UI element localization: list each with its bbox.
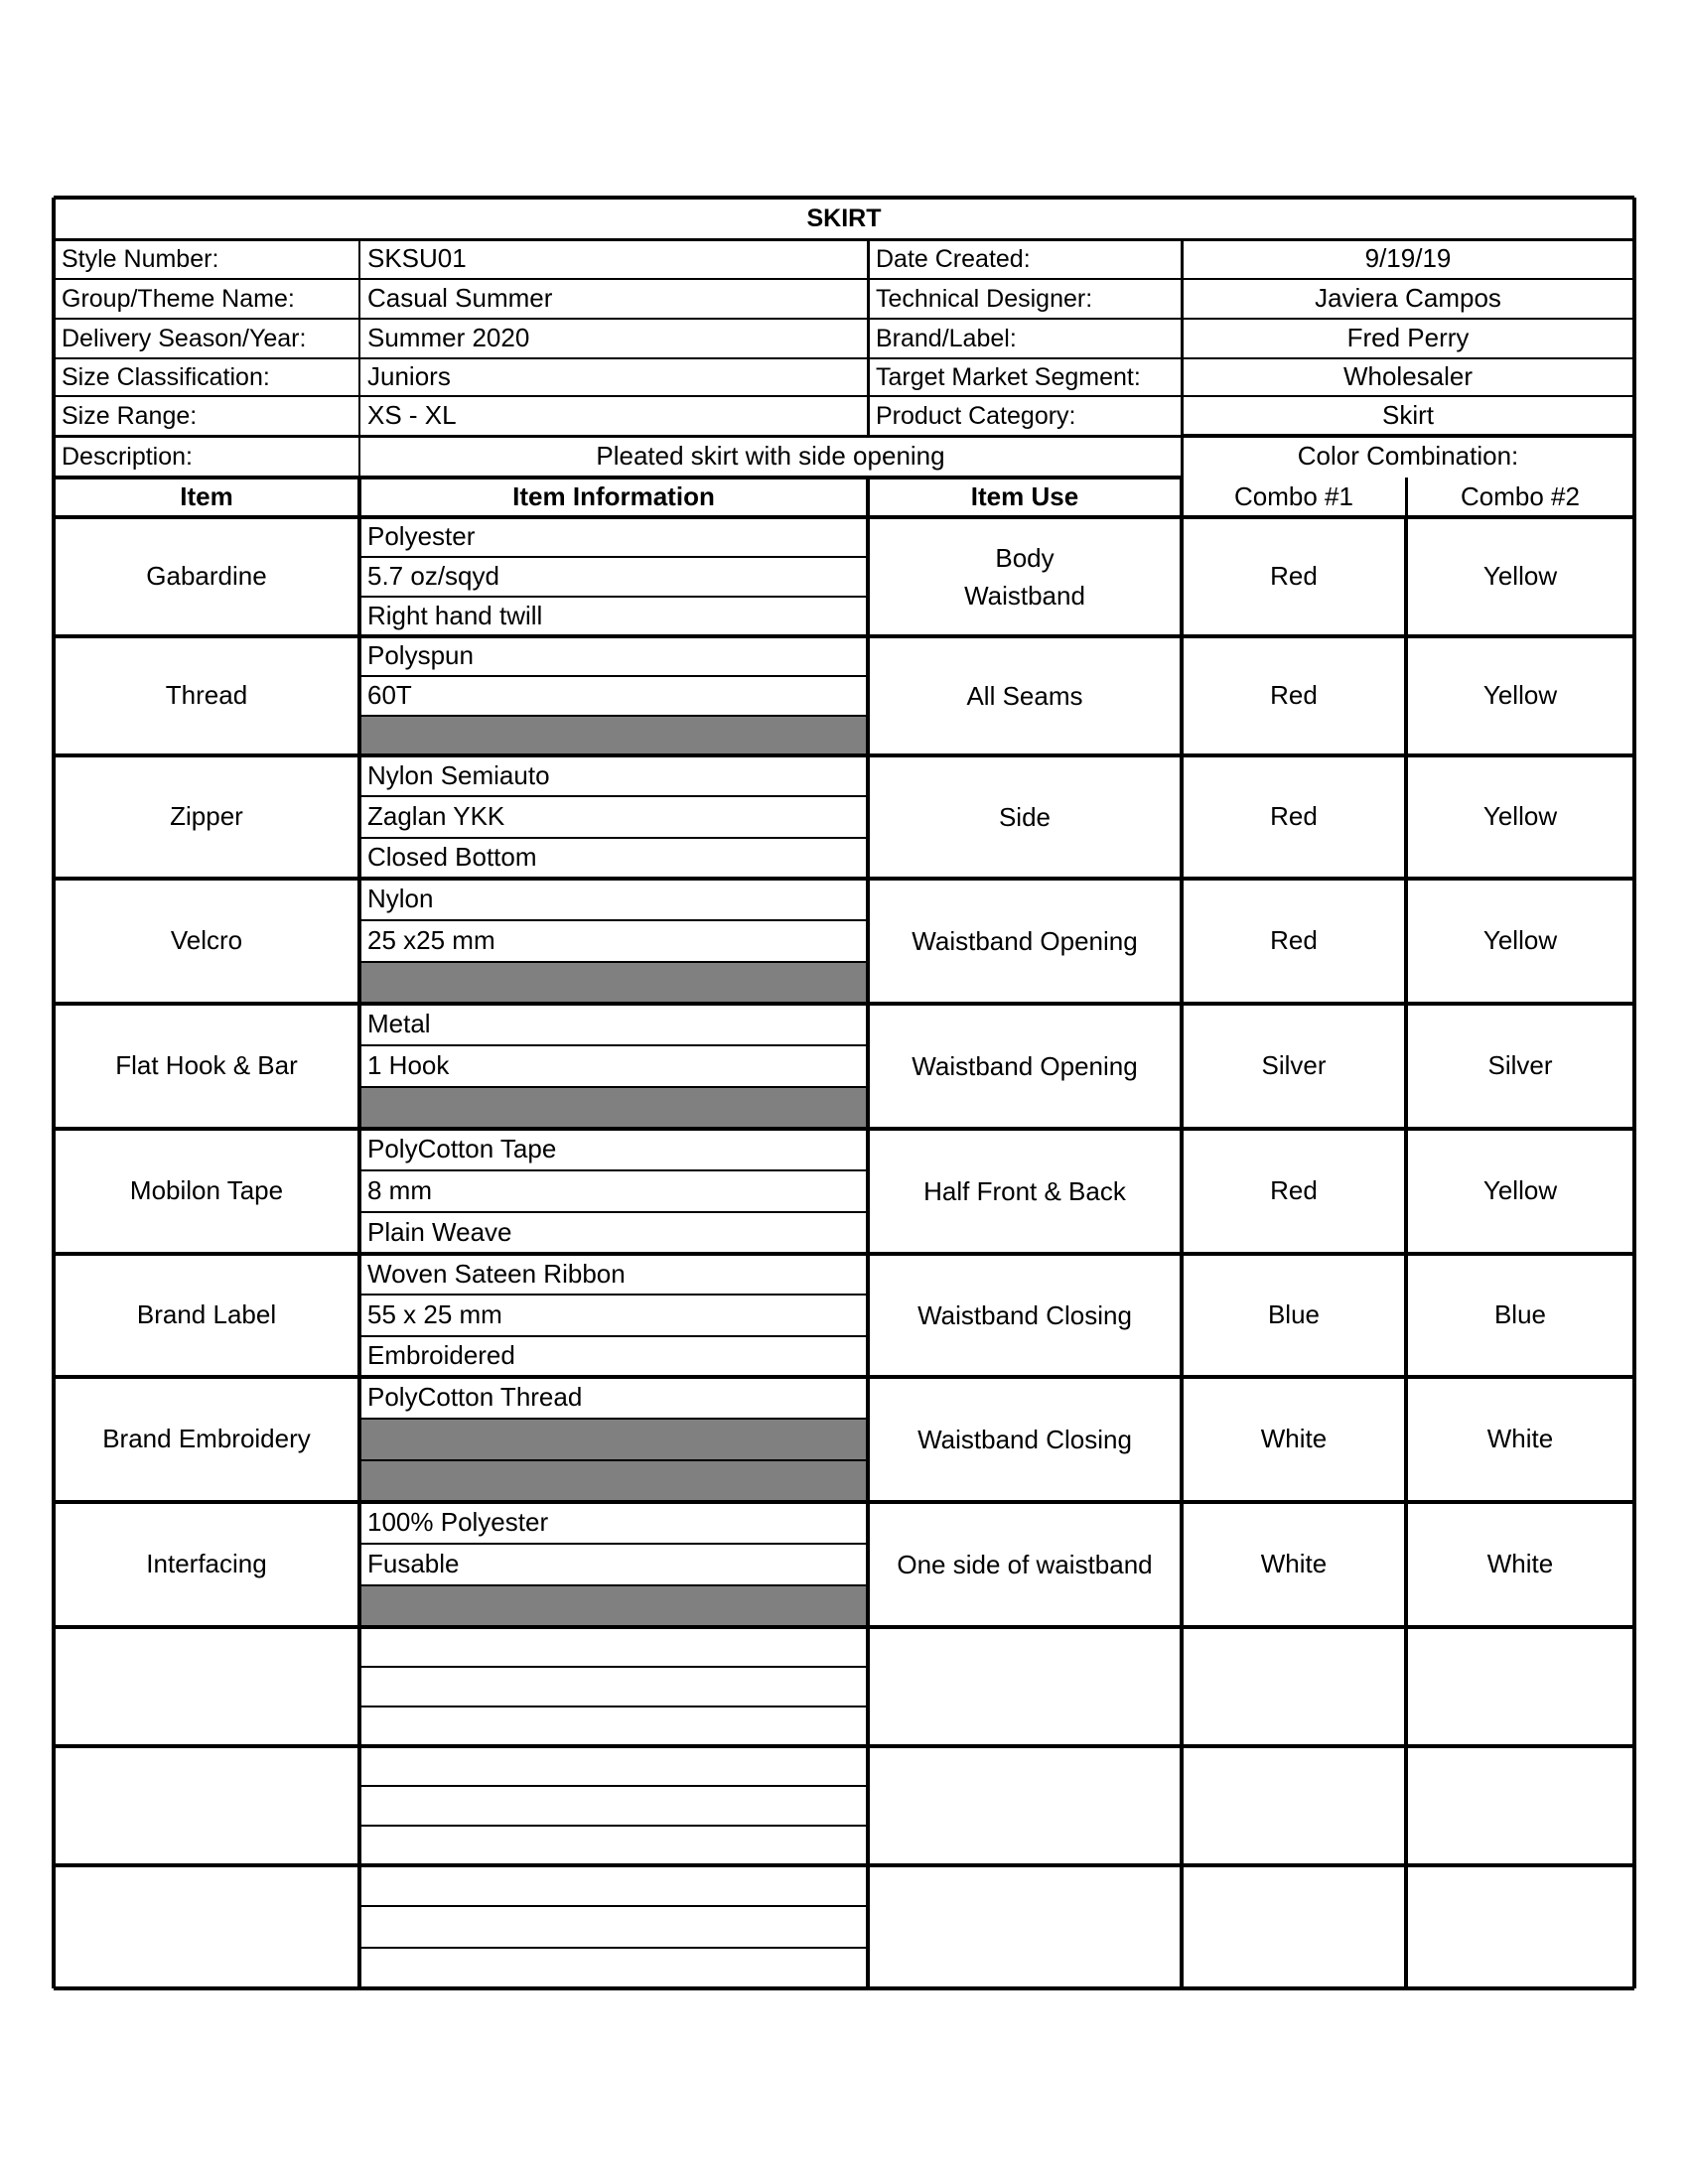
- item-info-line: 8 mm: [367, 1175, 432, 1206]
- grid-line: [359, 1335, 868, 1337]
- grid-line: [54, 1002, 1634, 1006]
- item-info-line: 55 x 25 mm: [367, 1299, 502, 1330]
- combo-1-color: White: [1260, 1424, 1328, 1454]
- item-info-line: Zaglan YKK: [367, 801, 505, 832]
- grid-line: [359, 1543, 868, 1545]
- item-info-line: PolyCotton Tape: [367, 1134, 557, 1164]
- grid-line: [54, 435, 1182, 438]
- brand-label: Brand/Label:: [876, 324, 1017, 352]
- combo-2-color: White: [1486, 1549, 1554, 1579]
- item-info-line: PolyCotton Thread: [367, 1382, 583, 1413]
- grid-line: [357, 478, 361, 517]
- description-value: Pleated skirt with side opening: [596, 441, 945, 472]
- item-info-line: [359, 1585, 868, 1627]
- brand-value: Fred Perry: [1346, 323, 1470, 353]
- item-info-line: Nylon Semiauto: [367, 759, 550, 790]
- grid-line: [359, 1706, 868, 1707]
- item-info-line: Plain Weave: [367, 1217, 512, 1248]
- grid-line: [359, 1294, 868, 1296]
- grid-line: [54, 1500, 1634, 1504]
- item-info-line: [359, 1667, 868, 1706]
- combo-1-color: Blue: [1267, 1299, 1321, 1330]
- grid-line: [359, 1947, 868, 1949]
- combo-2-color: Blue: [1493, 1299, 1547, 1330]
- group-theme-value: Casual Summer: [367, 283, 553, 314]
- item-info-line: [359, 1746, 868, 1786]
- item-use: [868, 879, 1182, 1004]
- grid-line: [54, 1127, 1634, 1131]
- grid-line: [359, 919, 868, 921]
- item-info-line: Right hand twill: [367, 601, 543, 631]
- grid-line: [54, 476, 1182, 479]
- combo-1-color: [1182, 1746, 1406, 1865]
- grid-line: [359, 1044, 868, 1046]
- combo-2-color: Yellow: [1482, 925, 1558, 956]
- item-info-line: [359, 1087, 868, 1129]
- item-use: [868, 1502, 1182, 1627]
- column-header-item-information: Item Information: [512, 481, 715, 512]
- item-use-line: Body: [995, 543, 1055, 573]
- item-use: [868, 1746, 1182, 1865]
- item-name: Brand Label: [136, 1299, 277, 1330]
- grid-line: [866, 478, 870, 517]
- grid-line: [54, 395, 1634, 397]
- combo-1-color: White: [1260, 1549, 1328, 1579]
- item-use-line: Waistband: [964, 581, 1085, 611]
- item-info-line: 25 x25 mm: [367, 925, 495, 956]
- grid-line: [359, 1905, 868, 1907]
- item-use: [868, 1377, 1182, 1502]
- grid-line: [359, 1169, 868, 1171]
- item-use: [868, 755, 1182, 879]
- grid-line: [54, 877, 1634, 881]
- item-info-line: [359, 1865, 868, 1906]
- item-name: [54, 1746, 359, 1865]
- combo-1-color: Red: [1270, 925, 1318, 956]
- item-info-line: [359, 1826, 868, 1865]
- item-name: Zipper: [170, 801, 243, 832]
- item-info-line: [359, 1419, 868, 1460]
- item-name: [54, 1865, 359, 1988]
- size-range-label: Size Range:: [62, 401, 198, 430]
- grid-line: [54, 1863, 1634, 1867]
- item-name: Mobilon Tape: [129, 1175, 284, 1206]
- item-info-line: [359, 1627, 868, 1667]
- sheet-title: SKIRT: [806, 204, 882, 232]
- item-use-line: Waistband Closing: [917, 1300, 1132, 1330]
- grid-line: [1181, 239, 1184, 478]
- combo-2-color: Yellow: [1482, 801, 1558, 832]
- item-use-line: Waistband Closing: [917, 1425, 1132, 1454]
- combo-2-color: [1406, 1865, 1634, 1988]
- grid-line: [359, 1211, 868, 1213]
- grid-line: [359, 596, 868, 598]
- item-use: [868, 1004, 1182, 1129]
- item-info-line: [359, 1706, 868, 1746]
- grid-line: [54, 238, 1634, 241]
- combo-1-color: Silver: [1261, 1050, 1327, 1081]
- size-range-value: XS - XL: [367, 400, 457, 431]
- grid-line: [54, 515, 1634, 519]
- combo-1-color: Red: [1270, 801, 1318, 832]
- item-info-line: Polyester: [367, 521, 476, 552]
- item-use-line: One side of waistband: [897, 1550, 1153, 1579]
- item-info-line: Embroidered: [367, 1340, 515, 1371]
- item-use: [868, 1129, 1182, 1254]
- item-info-line: [359, 962, 868, 1004]
- product-category-label: Product Category:: [876, 401, 1076, 430]
- column-header-combo-2: Combo #2: [1461, 481, 1580, 512]
- column-header-item: Item: [180, 481, 233, 512]
- item-info-line: 1 Hook: [367, 1050, 450, 1081]
- target-market-value: Wholesaler: [1342, 361, 1474, 392]
- item-name: [54, 1627, 359, 1746]
- grid-line: [54, 196, 1634, 200]
- grid-line: [359, 556, 868, 558]
- item-info-line: 100% Polyester: [367, 1507, 549, 1538]
- grid-line: [867, 239, 870, 436]
- product-category-value: Skirt: [1382, 400, 1434, 431]
- target-market-label: Target Market Segment:: [876, 362, 1141, 391]
- item-info-line: Metal: [367, 1009, 431, 1039]
- grid-line: [359, 1418, 868, 1420]
- combo-2-color: Yellow: [1482, 680, 1558, 711]
- grid-line: [54, 278, 1634, 280]
- size-class-value: Juniors: [367, 361, 451, 392]
- item-info-line: Nylon: [367, 884, 434, 914]
- combo-1-color: Red: [1270, 561, 1318, 592]
- combo-2-color: White: [1486, 1424, 1554, 1454]
- item-use: [868, 1865, 1182, 1988]
- grid-line: [54, 1252, 1634, 1256]
- grid-line: [54, 634, 1634, 638]
- style-number-value: SKSU01: [367, 243, 467, 274]
- grid-line: [359, 795, 868, 797]
- grid-line: [1180, 478, 1184, 517]
- item-info-line: Woven Sateen Ribbon: [367, 1258, 626, 1289]
- grid-line: [359, 1785, 868, 1787]
- item-info-line: [359, 1460, 868, 1502]
- item-info-line: 5.7 oz/sqyd: [367, 561, 499, 592]
- item-name: Flat Hook & Bar: [115, 1050, 298, 1081]
- combo-1-color: [1182, 1865, 1406, 1988]
- grid-line: [1182, 434, 1634, 438]
- grid-line: [54, 357, 1634, 359]
- item-name: Thread: [165, 680, 248, 711]
- combo-1-color: Red: [1270, 680, 1318, 711]
- grid-line: [54, 753, 1634, 757]
- item-info-line: Closed Bottom: [367, 842, 537, 873]
- item-use-line: Half Front & Back: [923, 1176, 1126, 1206]
- date-created-label: Date Created:: [876, 244, 1031, 273]
- tech-designer-label: Technical Designer:: [876, 284, 1093, 313]
- delivery-label: Delivery Season/Year:: [62, 324, 307, 352]
- grid-line: [54, 318, 1634, 320]
- item-info-line: Fusable: [367, 1549, 460, 1579]
- size-class-label: Size Classification:: [62, 362, 270, 391]
- combo-2-color: Yellow: [1482, 1175, 1558, 1206]
- item-use: [868, 1627, 1182, 1746]
- column-header-combo-1: Combo #1: [1234, 481, 1353, 512]
- item-info-line: [359, 1948, 868, 1988]
- item-name: Velcro: [170, 925, 243, 956]
- item-info-line: [359, 716, 868, 755]
- grid-line: [54, 1744, 1634, 1748]
- color-combination-label: Color Combination:: [1297, 441, 1519, 472]
- combo-2-color: [1406, 1627, 1634, 1746]
- grid-line: [359, 1086, 868, 1088]
- group-theme-label: Group/Theme Name:: [62, 284, 295, 313]
- combo-2-color: Yellow: [1482, 561, 1558, 592]
- combo-1-color: [1182, 1627, 1406, 1746]
- grid-line: [359, 837, 868, 839]
- item-use-line: All Seams: [966, 681, 1083, 711]
- item-use-line: Waistband Opening: [912, 1051, 1138, 1081]
- grid-line: [359, 715, 868, 717]
- grid-line: [54, 1986, 1634, 1990]
- item-info-line: 60T: [367, 680, 412, 711]
- item-name: Brand Embroidery: [102, 1424, 311, 1454]
- tech-designer-value: Javiera Campos: [1315, 283, 1501, 314]
- description-label: Description:: [62, 442, 193, 471]
- combo-1-color: Red: [1270, 1175, 1318, 1206]
- item-name: Gabardine: [146, 561, 267, 592]
- grid-line: [359, 1584, 868, 1586]
- style-number-label: Style Number:: [62, 244, 219, 273]
- item-use-line: Waistband Opening: [912, 926, 1138, 956]
- grid-line: [359, 961, 868, 963]
- item-info-line: [359, 1906, 868, 1947]
- grid-line: [359, 675, 868, 677]
- item-name: Interfacing: [146, 1549, 267, 1579]
- grid-line: [359, 1825, 868, 1827]
- item-use-line: Side: [998, 802, 1052, 832]
- delivery-value: Summer 2020: [367, 323, 530, 353]
- date-created-value: 9/19/19: [1364, 243, 1452, 274]
- item-use: [868, 517, 1182, 636]
- combo-2-color: Silver: [1487, 1050, 1553, 1081]
- item-info-line: [359, 1786, 868, 1826]
- item-use: [868, 636, 1182, 755]
- grid-line: [358, 239, 360, 478]
- column-header-item-use: Item Use: [970, 481, 1079, 512]
- combo-2-color: [1406, 1746, 1634, 1865]
- grid-line: [359, 1459, 868, 1461]
- grid-line: [359, 1666, 868, 1668]
- grid-line: [52, 198, 56, 1988]
- grid-line: [1632, 198, 1636, 1988]
- item-use: [868, 1254, 1182, 1377]
- spec-sheet: [54, 198, 1634, 1988]
- item-info-line: Polyspun: [367, 640, 474, 671]
- grid-line: [54, 1375, 1634, 1379]
- grid-line: [1405, 478, 1408, 517]
- grid-line: [54, 1625, 1634, 1629]
